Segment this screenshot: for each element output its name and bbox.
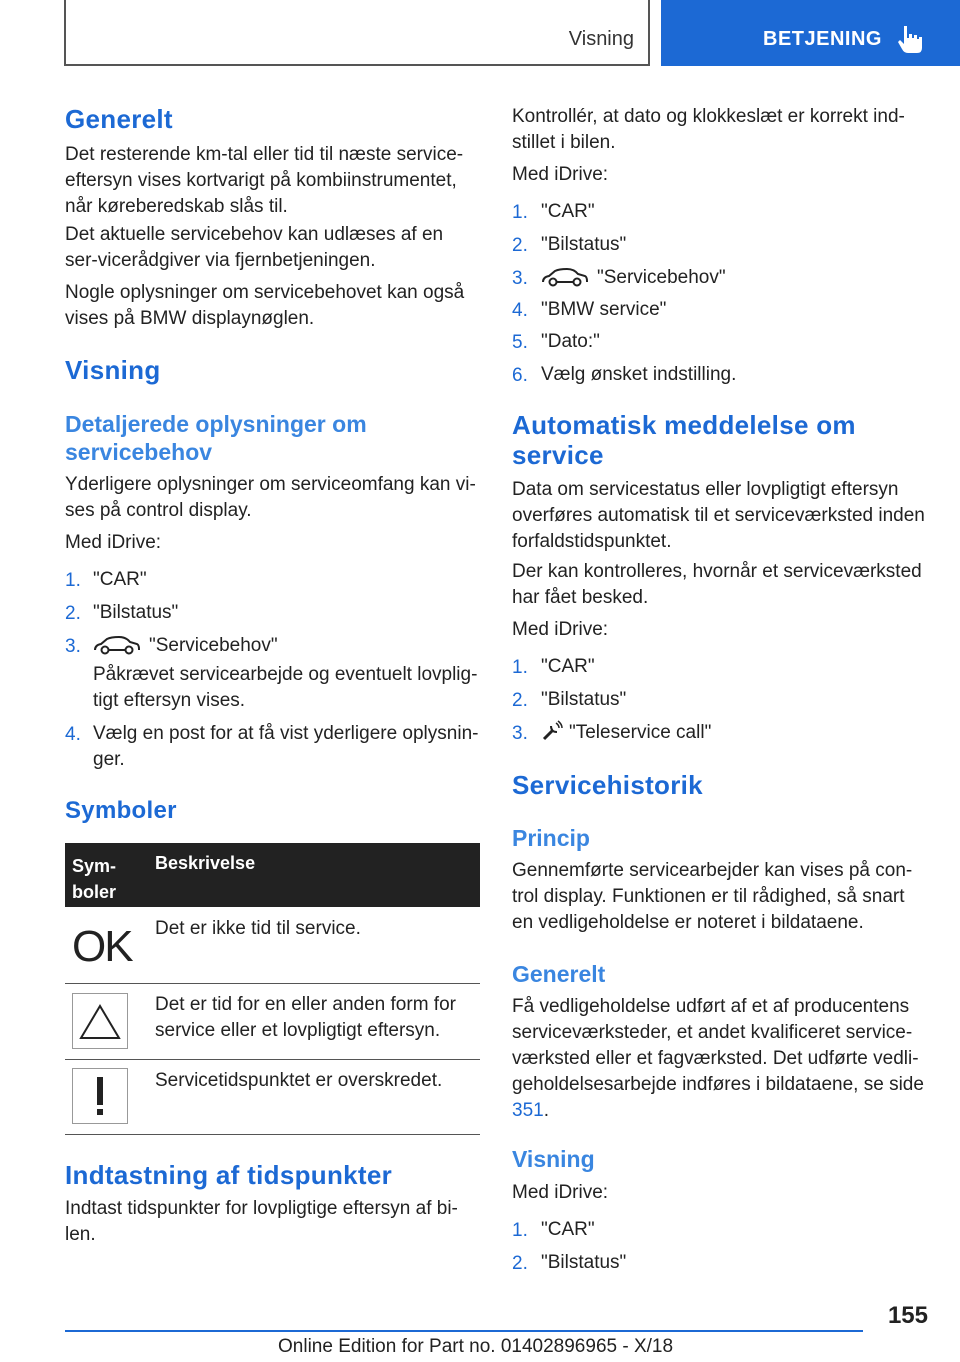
step-text: "CAR" [541, 1219, 595, 1240]
step-text: "Servicebehov" [149, 635, 278, 656]
step-number: 1. [512, 1220, 528, 1241]
table-cell-description: Det er tid for en eller anden form for service eller et lovpligtigt eftersyn. [155, 994, 456, 1041]
wrench-signal-icon [541, 720, 563, 742]
step-number: 2. [512, 1253, 528, 1274]
step-text: Vælg en post for at få vist yderligere oplysnin-ger. [93, 723, 479, 770]
indtast-paragraph: Indtast tidspunkter for lovpligtige eftersyn af bi-len. [65, 1198, 458, 1245]
idrive-label: Med iDrive: [65, 532, 162, 553]
step-number: 1. [512, 202, 528, 223]
auto-paragraph-2: Der kan kontrolleres, hvornår et serviceværksted har fået besked. [512, 561, 922, 608]
step-text: "Servicebehov" [597, 267, 726, 288]
exclamation-icon [72, 1068, 128, 1124]
check-date-paragraph: Kontrollér, at dato og klokkeslæt er korrekt ind-stillet i bilen. [512, 106, 905, 153]
generelt-paragraph-2: Det aktuelle servicebehov kan udlæses af en ser-vicerådgiver via fjernbetjeningen. [65, 224, 444, 271]
step-text: "Dato:" [541, 331, 600, 352]
step-text: "Bilstatus" [93, 602, 179, 623]
generelt-paragraph-3: Nogle oplysninger om servicebehovet kan også vises på BMW displaynøglen. [65, 282, 465, 329]
step-number: 4. [512, 300, 528, 321]
step-number: 1. [512, 657, 528, 678]
step-text: "Bilstatus" [541, 689, 627, 710]
idrive-label: Med iDrive: [512, 1182, 609, 1203]
step-number: 3. [65, 636, 81, 657]
historik-heading: Servicehistorik [512, 770, 703, 800]
step-number: 2. [512, 690, 528, 711]
step-number: 6. [512, 365, 528, 386]
symboler-heading: Symboler [65, 797, 177, 824]
step-text: "Bilstatus" [541, 234, 627, 255]
footer-divider [65, 1330, 863, 1332]
indtast-heading: Indtastning af tidspunkter [65, 1160, 393, 1190]
footer-edition: Online Edition for Part no. 01402896965 - X/18 [278, 1336, 674, 1357]
princip-paragraph: Gennemførte servicearbejder kan vises på con-trol display. Funktionen er til rådighed, så snart en vedligeholdelse er noteret i bildataene. [512, 860, 913, 933]
chapter-tab-label: BETJENING [763, 28, 882, 50]
generelt-paragraph-1: Det resterende km-tal eller tid til næste service-eftersyn vises kortvarigt på kombiinstrumentet, når køreberedskab slås til. [65, 144, 464, 217]
princip-heading: Princip [512, 825, 590, 851]
idrive-label: Med iDrive: [512, 164, 609, 185]
step-number: 1. [65, 570, 81, 591]
page-number: 155 [887, 1302, 928, 1329]
step-number: 5. [512, 332, 528, 353]
column-header-description: Beskrivelse [155, 853, 256, 873]
table-divider [65, 983, 480, 984]
step-text: "CAR" [541, 656, 595, 677]
step-text: "Bilstatus" [541, 1252, 627, 1273]
step-text: "CAR" [93, 569, 147, 590]
column-header-symbols: Sym-boler [72, 856, 117, 902]
page-reference-link[interactable]: 351 [512, 1100, 544, 1121]
step-number: 3. [512, 268, 528, 289]
step-text: "Teleservice call" [569, 722, 712, 743]
table-cell-description: Det er ikke tid til service. [155, 918, 361, 939]
table-header [65, 843, 480, 907]
detail-heading: Detaljerede oplysninger om servicebehov [65, 411, 367, 465]
warning-triangle-icon [72, 993, 128, 1049]
auto-paragraph-1: Data om servicestatus eller lovpligtigt eftersyn overføres automatisk til et serviceværksted inden forfaldstidspunktet. [512, 479, 925, 552]
section-tab-label: Visning [568, 28, 634, 50]
step-text: "CAR" [541, 201, 595, 222]
table-divider [65, 1134, 480, 1135]
auto-heading: Automatisk meddelelse om service [512, 410, 856, 470]
ok-symbol: OK [72, 922, 132, 971]
hand-pointer-icon [896, 24, 924, 54]
car-service-icon [541, 266, 589, 288]
generelt-heading: Generelt [65, 104, 173, 134]
step-number: 2. [65, 603, 81, 624]
step-number: 4. [65, 724, 81, 745]
step-number: 3. [512, 723, 528, 744]
detail-paragraph: Yderligere oplysninger om serviceomfang kan vi-ses på control display. [65, 474, 476, 521]
visning-heading: Visning [65, 355, 161, 385]
step-text: Vælg ønsket indstilling. [541, 364, 737, 385]
chapter-tab [661, 0, 960, 66]
generelt-subheading: Generelt [512, 961, 606, 987]
step-number: 2. [512, 235, 528, 256]
visning-subheading: Visning [512, 1146, 595, 1172]
car-service-icon [93, 634, 141, 656]
table-divider [65, 1059, 480, 1060]
idrive-label: Med iDrive: [512, 619, 609, 640]
table-cell-description: Servicetidspunktet er overskredet. [155, 1070, 443, 1091]
section-tab [64, 0, 650, 66]
generelt-paragraph: Få vedligeholdelse udført af et af producentens serviceværksteder, et andet kvalificeret service-værksted eller et fagværksted. Det udførte vedli-geholdelsesarbejde indføres i bildataene, se side 351. [512, 996, 924, 1121]
step-3-description: Påkrævet servicearbejde og eventuelt lovplig-tigt eftersyn vises. [93, 664, 478, 711]
step-text: "BMW service" [541, 299, 667, 320]
